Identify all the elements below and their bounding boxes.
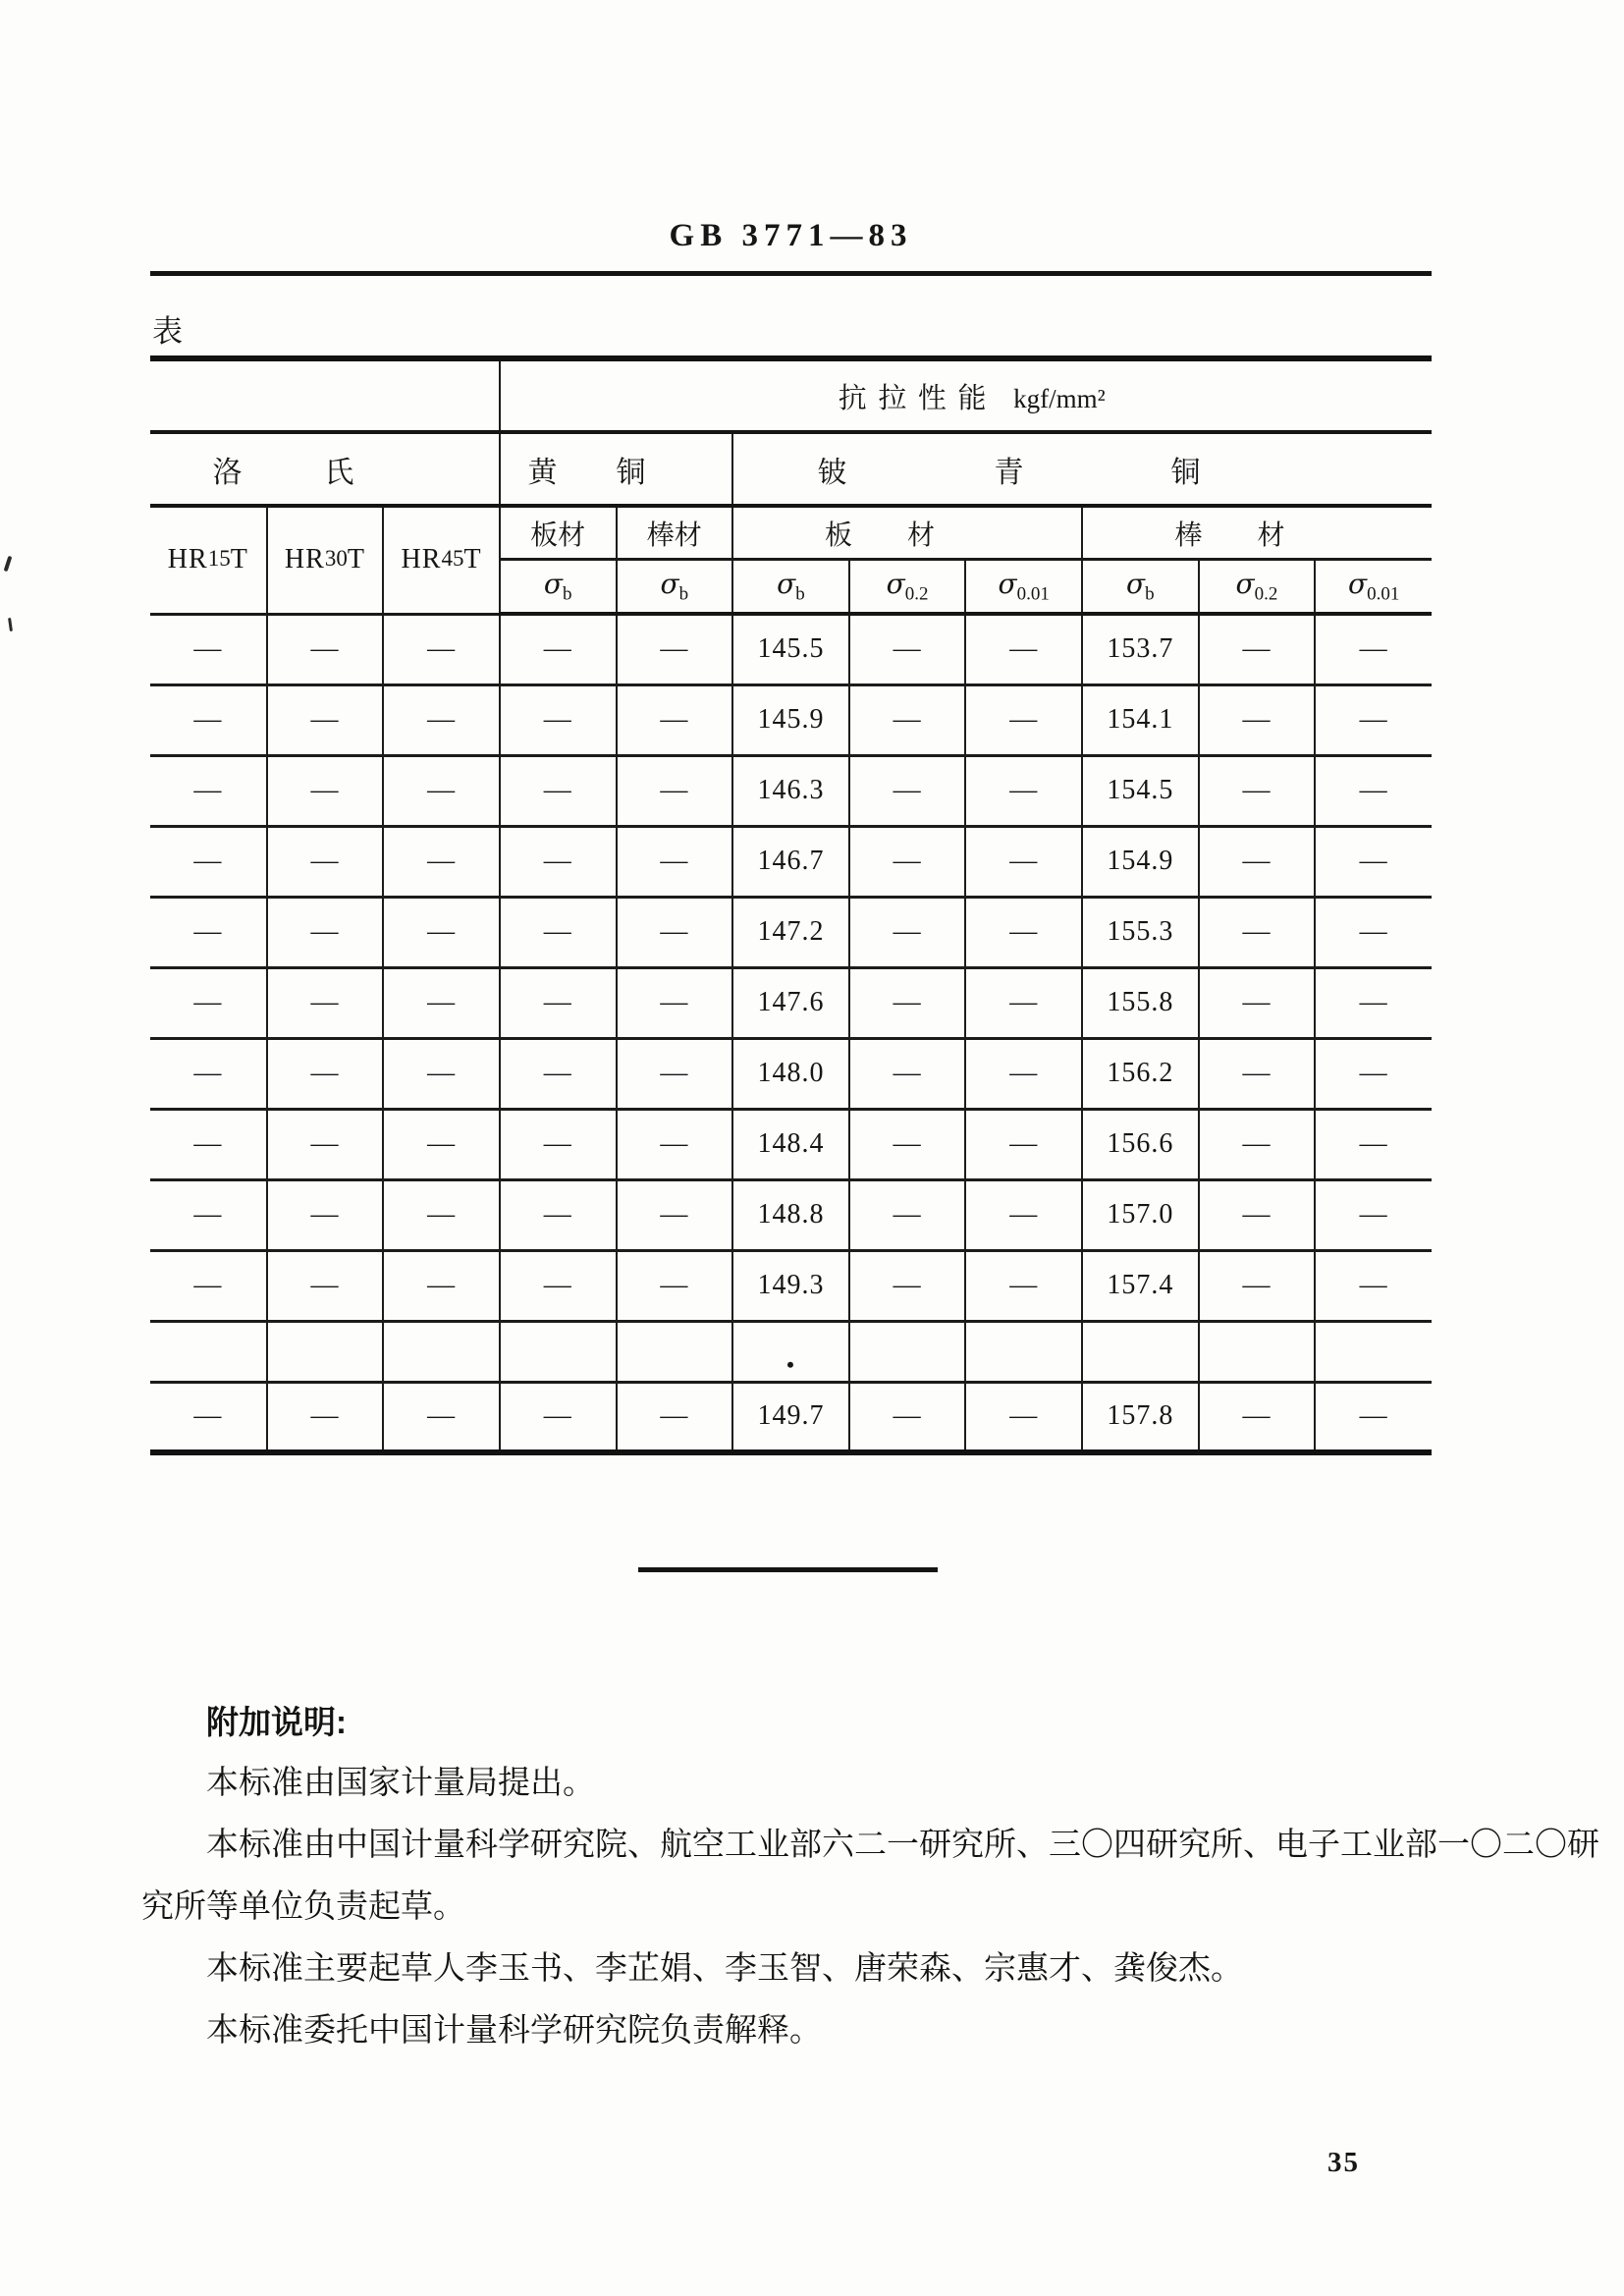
table-cell: — [849,967,966,1038]
beryllium-bronze-header: 铍青铜 [732,432,1432,506]
table-cell: — [965,1382,1082,1452]
table-cell [267,1321,384,1382]
hr45t-column-header: HR45T [383,506,500,614]
table-cell [383,1321,500,1382]
table-cell: — [617,897,733,967]
note-paragraph: 本标准由国家计量局提出。 [206,1766,595,1801]
table-cell [1315,1321,1432,1382]
table-cell: — [1315,614,1432,684]
table-cell: 148.4 [732,1109,849,1179]
table-cell: — [500,967,617,1038]
table-cell: — [267,1179,384,1250]
sigma-02-header: $\sigma_{0.2}$ [849,560,966,615]
table-cell: — [383,1109,500,1179]
table-cell: — [383,826,500,897]
table-cell: 155.8 [1082,967,1199,1038]
table-cell: — [150,1250,267,1321]
table-cell: — [617,1109,733,1179]
sigma-b-header: $\sigma_b$ [500,560,617,615]
table-cell: — [383,755,500,826]
table-cell: — [267,826,384,897]
table-cell: — [617,1382,733,1452]
notes-heading: 附加说明: [206,1704,347,1740]
table-cell: — [1199,755,1316,826]
table-cell: — [383,1038,500,1109]
table-cell: — [965,967,1082,1038]
note-paragraph: 本标准主要起草人李玉书、李芷娟、李玉智、唐荣森、宗惠才、龚俊杰。 [206,1951,1243,1987]
table-cell: — [500,684,617,755]
table-cell [1199,1321,1316,1382]
table-cell: — [849,1038,966,1109]
table-cell: — [500,1038,617,1109]
table-cell: — [1315,967,1432,1038]
table-cell: — [500,755,617,826]
note-paragraph-continuation: 究所等单位负责起草。 [141,1889,465,1925]
table-cell: — [150,1179,267,1250]
table-cell: 149.3 [732,1250,849,1321]
table-label: 表 [152,314,183,349]
table-cell: 147.2 [732,897,849,967]
sigma-02-header: $\sigma_{0.2}$ [1199,560,1316,615]
table-cell: — [1315,826,1432,897]
scan-artifact [4,556,13,572]
table-row [150,1250,1432,1321]
table-cell: — [617,1250,733,1321]
table-cell: — [965,826,1082,897]
sigma-b-header: $\sigma_b$ [1082,560,1199,615]
table-row [150,1109,1432,1179]
table-cell: — [383,1382,500,1452]
table-row [150,897,1432,967]
table-cell: — [1315,755,1432,826]
table-cell: — [267,1038,384,1109]
note-paragraph: 本标准由中国计量科学研究院、航空工业部六二一研究所、三〇四研究所、电子工业部一〇二〇研 [206,1828,1599,1863]
table-cell: — [849,1179,966,1250]
table-cell: — [267,684,384,755]
table-cell: — [849,614,966,684]
table-cell: — [1199,1179,1316,1250]
table-cell: 148.0 [732,1038,849,1109]
table-cell: — [1199,684,1316,755]
table-header [150,358,1432,614]
table-cell: 145.5 [732,614,849,684]
table-cell: 156.6 [1082,1109,1199,1179]
table-cell: 146.7 [732,826,849,897]
table-cell: — [965,897,1082,967]
sigma-b-header: $\sigma_b$ [732,560,849,615]
table-cell: — [150,967,267,1038]
header-row-materials [150,432,1432,506]
table-cell: — [617,826,733,897]
table-cell: — [617,755,733,826]
hr15t-column-header: HR15T [150,506,267,614]
page-number: 35 [1327,2147,1360,2178]
table-cell: — [1199,1382,1316,1452]
table-cell: — [849,1109,966,1179]
table-cell: — [849,826,966,897]
table-cell: — [267,967,384,1038]
hardness-conversion-table [150,355,1432,1455]
table-row [150,684,1432,755]
table-cell: — [1315,1038,1432,1109]
note-paragraph: 本标准委托中国计量科学研究院负责解释。 [206,2013,822,2049]
table-cell: — [150,684,267,755]
table-cell: 153.7 [1082,614,1199,684]
table-cell: — [965,1038,1082,1109]
table-cell [965,1321,1082,1382]
table-cell: — [849,1250,966,1321]
brass-bar-header: 棒材 [617,506,733,560]
table-cell [1082,1321,1199,1382]
table-row [150,1321,1432,1382]
table-cell: — [965,755,1082,826]
table-cell: — [383,897,500,967]
table-cell: — [383,684,500,755]
table-cell: 146.3 [732,755,849,826]
table-row [150,755,1432,826]
table-cell: — [1199,897,1316,967]
table-cell: — [617,1038,733,1109]
table-cell: — [617,684,733,755]
table-cell: — [1315,1109,1432,1179]
table-cell: — [617,614,733,684]
table-cell: — [617,1179,733,1250]
table-cell: — [267,614,384,684]
table-cell: — [267,897,384,967]
table-cell: — [150,614,267,684]
table-cell: 145.9 [732,684,849,755]
table-cell: — [267,1250,384,1321]
rockwell-header: 洛氏 [150,432,500,506]
table-cell: — [500,1250,617,1321]
table-row [150,967,1432,1038]
table-row [150,826,1432,897]
table-cell: 154.9 [1082,826,1199,897]
tensile-header-cell [500,358,1432,432]
table-cell: — [150,897,267,967]
table-cell: — [500,614,617,684]
table-cell [849,1321,966,1382]
table-cell: — [383,967,500,1038]
sigma-b-header: $\sigma_b$ [617,560,733,615]
table-cell: — [150,755,267,826]
table-cell: — [1199,614,1316,684]
table-cell: — [849,755,966,826]
table-cell: — [267,1109,384,1179]
table-cell: — [617,967,733,1038]
table-cell: 155.3 [1082,897,1199,967]
table-row [150,1038,1432,1109]
header-row-forms [150,506,1432,560]
table-cell: — [1315,684,1432,755]
table-cell: — [1199,1250,1316,1321]
table-cell: — [965,614,1082,684]
table-cell: 147.6 [732,967,849,1038]
table-cell: — [849,1382,966,1452]
table-row [150,614,1432,684]
table-row [150,1179,1432,1250]
table-cell: — [150,1382,267,1452]
table-cell: 157.4 [1082,1250,1199,1321]
table-cell: — [500,1179,617,1250]
table-cell: — [267,1382,384,1452]
hr30t-column-header: HR30T [267,506,384,614]
table-cell: — [500,1382,617,1452]
table-cell: — [383,1250,500,1321]
table-cell [150,1321,267,1382]
table-cell [617,1321,733,1382]
table-cell: 149.7 [732,1382,849,1452]
table-cell: — [1199,1038,1316,1109]
table-cell: — [849,684,966,755]
table-cell: • [732,1321,849,1382]
header-row-tensile [150,358,1432,432]
table-cell: — [965,1250,1082,1321]
table-cell: — [1199,1109,1316,1179]
table-cell: 156.2 [1082,1038,1199,1109]
table-cell: — [1199,967,1316,1038]
becu-sheet-header: 板材 [732,506,1082,560]
header-rule [150,271,1432,276]
document-number: GB 3771—83 [669,218,913,253]
table-cell: — [150,1109,267,1179]
empty-header-cell [150,358,500,432]
tensile-unit: kgf/mm² [1013,383,1106,413]
table-cell: — [150,1038,267,1109]
becu-bar-header: 棒材 [1082,506,1432,560]
table-cell: — [500,897,617,967]
table-cell: — [965,1109,1082,1179]
table-cell [500,1321,617,1382]
table-cell: — [965,684,1082,755]
table-row [150,1382,1432,1452]
table-cell: — [1315,1179,1432,1250]
table-cell: — [267,755,384,826]
table-cell: — [383,614,500,684]
table-cell: — [383,1179,500,1250]
table-cell: 154.1 [1082,684,1199,755]
table-cell: — [1315,1382,1432,1452]
table-body [150,614,1432,1452]
end-of-table-rule [638,1567,938,1572]
table-cell: — [965,1179,1082,1250]
table-cell: 157.8 [1082,1382,1199,1452]
sigma-001-header: $\sigma_{0.01}$ [965,560,1082,615]
additional-notes [141,1691,1599,2062]
table-cell: — [150,826,267,897]
brass-header: 黄铜 [500,432,732,506]
table-cell: — [500,826,617,897]
sigma-001-header: $\sigma_{0.01}$ [1315,560,1432,615]
table-cell: — [1315,1250,1432,1321]
tensile-title: 抗拉性能 [838,382,999,414]
table-cell: 154.5 [1082,755,1199,826]
table-cell: 157.0 [1082,1179,1199,1250]
table-cell: 148.8 [732,1179,849,1250]
table-cell: — [500,1109,617,1179]
brass-sheet-header: 板材 [500,506,617,560]
table-cell: — [1199,826,1316,897]
scan-artifact [8,618,13,631]
table-cell: — [849,897,966,967]
table-cell: — [1315,897,1432,967]
